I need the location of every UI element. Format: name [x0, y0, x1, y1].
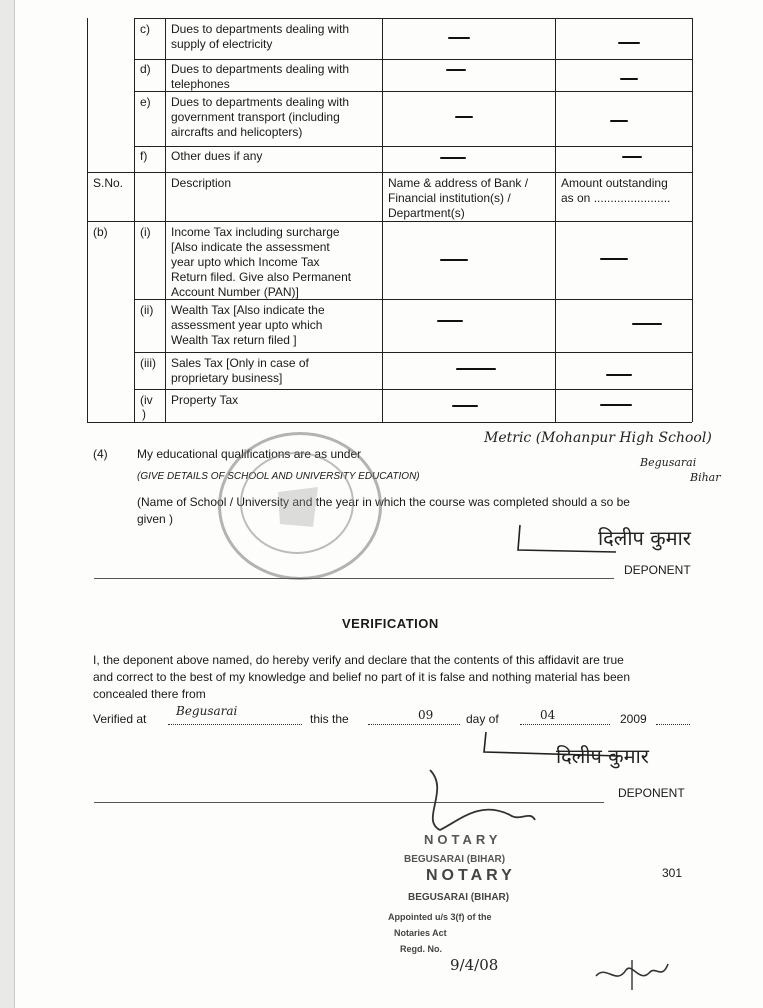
- verification-text: I, the deponent above named, do hereby verify and declare that the contents of this affidavit are true: [93, 653, 624, 667]
- header-bank: Department(s): [388, 206, 465, 220]
- year-line: [656, 724, 690, 725]
- row-text: telephones: [171, 77, 230, 91]
- row-text: assessment year upto which: [171, 318, 323, 332]
- day-of-label: day of: [466, 712, 499, 726]
- header-bank: Name & address of Bank /: [388, 176, 529, 190]
- row-text: aircrafts and helicopters): [171, 125, 303, 139]
- verified-day: 09: [418, 708, 434, 722]
- section-number: (4): [93, 447, 108, 461]
- row-code: e): [140, 95, 151, 109]
- official-seal-stamp: [218, 432, 382, 580]
- handwritten-state: Bihar: [690, 471, 721, 484]
- row-code: f): [140, 149, 148, 163]
- row-text: Dues to departments dealing with: [171, 62, 350, 76]
- education-line: My educational qualifications are as under: [137, 447, 362, 461]
- verified-at-label: Verified at: [93, 712, 147, 726]
- notary-line: Appointed u/s 3(f) of the: [388, 912, 492, 922]
- this-the-label: this the: [310, 712, 349, 726]
- row-code: (ii): [140, 303, 154, 317]
- notary-line: NOTARY: [424, 832, 502, 847]
- header-amount: as on .......................: [561, 191, 671, 205]
- row-code: (iv: [140, 393, 153, 407]
- row-text: government transport (including: [171, 110, 340, 124]
- row-text: Wealth Tax return filed ]: [171, 333, 297, 347]
- nil-mark: [440, 157, 466, 159]
- row-text: Wealth Tax [Also indicate the: [171, 303, 325, 317]
- nil-mark: [606, 374, 632, 376]
- nil-mark: [622, 156, 642, 158]
- notary-date-sign: 9/4/08: [450, 956, 499, 974]
- verified-month: 04: [540, 708, 556, 722]
- month-line: [520, 724, 610, 725]
- deponent-signature: दिलीप कुमार: [556, 744, 649, 768]
- page-number: 301: [662, 866, 683, 880]
- row-text: Income Tax including surcharge: [171, 225, 340, 239]
- row-code: (i): [140, 225, 151, 239]
- education-note: (Name of School / University and the year in which the course was completed should a so be: [137, 495, 630, 509]
- row-text: Dues to departments dealing with: [171, 22, 350, 36]
- nil-mark: [437, 320, 463, 322]
- row-text: supply of electricity: [171, 37, 273, 51]
- header-amount: Amount outstanding: [561, 176, 668, 190]
- header-description: Description: [171, 176, 232, 190]
- initials-signature: [592, 956, 672, 996]
- row-text: [Also indicate the assessment: [171, 240, 330, 254]
- left-margin-strip: [0, 0, 14, 1008]
- notary-line: BEGUSARAI (BIHAR): [408, 892, 510, 903]
- row-text: Property Tax: [171, 393, 239, 407]
- row-code: c): [140, 22, 150, 36]
- notary-line: Notaries Act: [394, 928, 447, 938]
- handwritten-place: Begusarai: [640, 456, 697, 469]
- day-line: [368, 724, 460, 725]
- notary-line: NOTARY: [426, 867, 516, 884]
- row-code: (iii): [140, 356, 156, 370]
- row-code: d): [140, 62, 151, 76]
- nil-mark: [620, 78, 638, 80]
- education-instruction: (GIVE DETAILS OF SCHOOL AND UNIVERSITY EDUCATION): [137, 471, 420, 482]
- verified-year: 2009: [620, 712, 647, 726]
- header-sno: S.No.: [93, 176, 124, 190]
- notary-line: BEGUSARAI (BIHAR): [404, 854, 506, 865]
- notary-line: Regd. No.: [400, 944, 442, 954]
- row-text: Other dues if any: [171, 149, 263, 163]
- notary-stamp: [380, 760, 600, 1000]
- nil-mark: [600, 404, 632, 406]
- tax-section-label: (b): [93, 225, 108, 239]
- nil-mark: [452, 405, 478, 407]
- nil-mark: [610, 120, 628, 122]
- signature-line: [94, 578, 614, 579]
- nil-mark: [446, 69, 466, 71]
- nil-mark: [455, 116, 473, 118]
- left-margin-line: [14, 0, 15, 1008]
- row-text: Sales Tax [Only in case of: [171, 356, 309, 370]
- nil-mark: [456, 368, 496, 370]
- education-note: given ): [137, 512, 174, 526]
- row-text: year upto which Income Tax: [171, 255, 320, 269]
- verification-text: concealed there from: [93, 687, 206, 701]
- verification-text: and correct to the best of my knowledge and belief no part of it is false and nothing material has been: [93, 670, 630, 684]
- row-text: proprietary business]: [171, 371, 283, 385]
- row-text: Dues to departments dealing with: [171, 95, 350, 109]
- handwritten-qualification: Metric (Mohanpur High School): [484, 430, 712, 446]
- nil-mark: [600, 258, 628, 260]
- nil-mark: [632, 323, 662, 325]
- place-line: [168, 724, 302, 725]
- row-text: Account Number (PAN)]: [171, 285, 299, 299]
- deponent-signature: दिलीप कुमार: [598, 526, 691, 550]
- deponent-label: DEPONENT: [618, 786, 685, 800]
- nil-mark: [618, 42, 640, 44]
- nil-mark: [440, 259, 468, 261]
- deponent-label: DEPONENT: [624, 563, 691, 577]
- nil-mark: [448, 37, 470, 39]
- row-text: Return filed. Give also Permanent: [171, 270, 352, 284]
- header-bank: Financial institution(s) /: [388, 191, 511, 205]
- row-code: ): [142, 407, 146, 421]
- verified-place: Begusarai: [176, 704, 238, 718]
- verification-title: VERIFICATION: [342, 616, 439, 631]
